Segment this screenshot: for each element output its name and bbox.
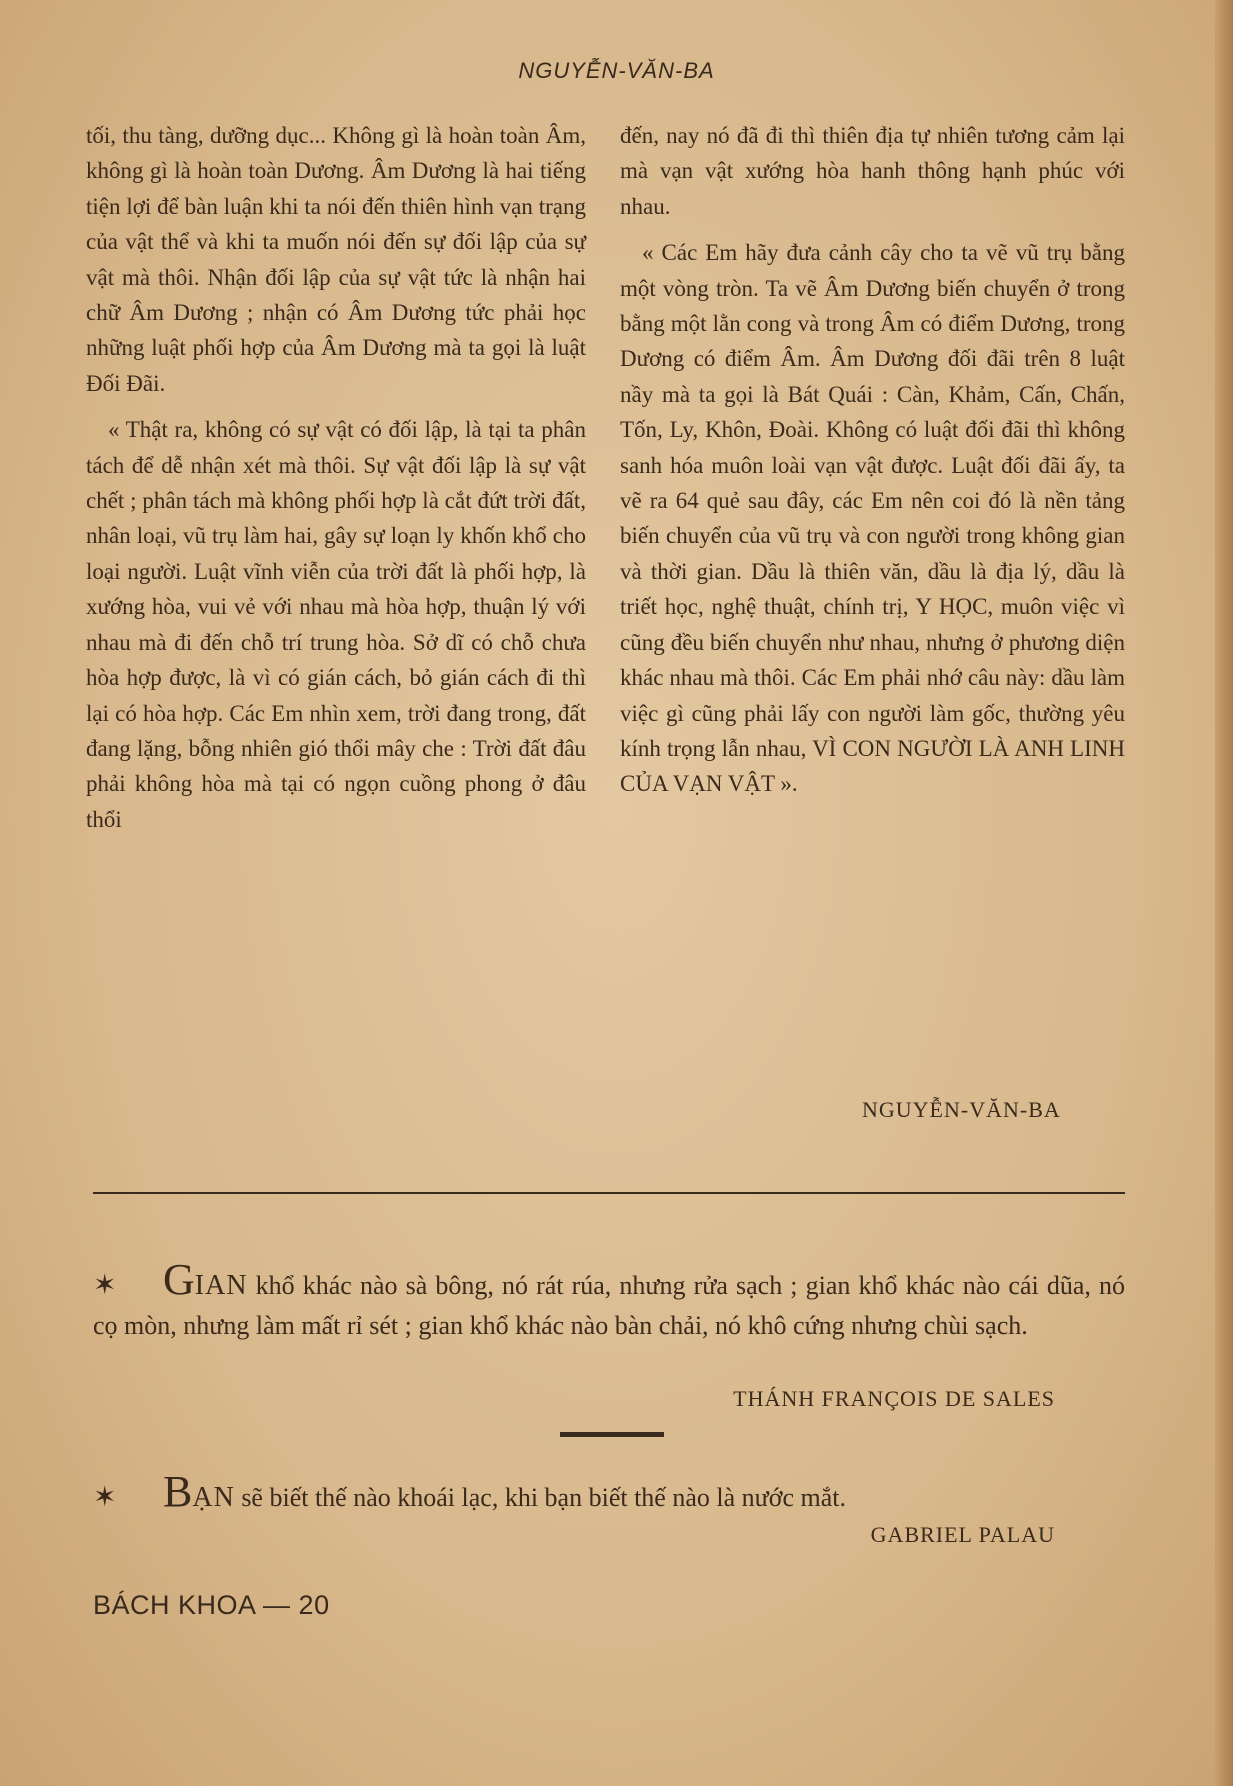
right-column bbox=[620, 118, 1125, 802]
quote-1-dropcap: G bbox=[163, 1255, 195, 1304]
quote-2-attribution: GABRIEL PALAU bbox=[870, 1522, 1055, 1547]
page-footer: BÁCH KHOA — 20 bbox=[93, 1590, 330, 1620]
page-edge-shadow bbox=[1215, 0, 1233, 1786]
section-divider bbox=[93, 1192, 1125, 1194]
quote-2-dropcap: B bbox=[163, 1467, 193, 1516]
quote-1-attribution: THÁNH FRANÇOIS DE SALES bbox=[733, 1386, 1055, 1411]
quote-2-text: sẽ biết thế nào khoái lạc, khi bạn biết thế nào là nước mắt. bbox=[234, 1483, 847, 1512]
quote-block-1 bbox=[93, 1255, 1125, 1346]
star-icon: ✶ bbox=[93, 1268, 117, 1301]
left-paragraph-2: « Thật ra, không có sự vật có đối lập, là tại ta phân tách để dễ nhận xét mà thôi. Sự vật đối lập là sự vật chết ; phân tách mà không phối hợp là cắt đứt trời đất, nhân loại, vũ trụ làm hai, gây sự loạn ly khốn khổ cho loại người. Luật vĩnh viễn của trời đất là phối hợp, là xướng hòa, vui vẻ với nhau mà hòa hợp, thuận lý với nhau mà đi đến chỗ trí trung hòa. Sở dĩ có chỗ chưa hòa hợp được, là vì có gián cách, bỏ gián cách đi thì lại có hòa hợp. Các Em nhìn xem, trời đang trong, đất đang lặng, bỗng nhiên gió thổi mây che : Trời đất đâu phải không hòa mà tại có ngọn cuồng phong ở đâu thổi bbox=[86, 417, 586, 832]
article-signature: NGUYỄN-VĂN-BA bbox=[862, 1097, 1061, 1122]
right-paragraph-2: « Các Em hãy đưa cảnh cây cho ta vẽ vũ trụ bằng một vòng tròn. Ta vẽ Âm Dương biến chuyển ở trong bằng một lằn cong và trong Âm có điểm Dương, trong Dương có điểm Âm. Âm Dương đối đãi trên 8 luật nầy mà ta gọi là Bát Quái : Càn, Khảm, Cấn, Chấn, Tốn, Ly, Khôn, Đoài. Không có luật đối đãi thì không sanh hóa muôn loài vạn vật được. Luật đối đãi ấy, ta vẽ ra 64 quẻ sau đây, các Em nên coi đó là nền tảng biến chuyển của vũ trụ và con người trong không gian và thời gian. Dầu là thiên văn, dầu là địa lý, dầu là triết học, nghệ thuật, chính trị, Y HỌC, muôn việc vì cũng đều biến chuyển như nhau, nhưng ở phương diện khác nhau mà thôi. Các Em phải nhớ câu này: dầu làm việc gì cũng phải lấy con người làm gốc, thường yêu kính trọng lẫn nhau, VÌ CON NGƯỜI LÀ ANH LINH CỦA VẠN VẬT ». bbox=[620, 240, 1125, 797]
quote-1-text: khổ khác nào sà bông, nó rát rúa, nhưng rửa sạch ; gian khổ khác nào cái dũa, nó cọ mòn, nhưng làm mất rỉ sét ; gian khổ khác nào bàn chải, nó khô cứng nhưng chùi sạch. bbox=[93, 1271, 1125, 1340]
running-head: NGUYỄN-VĂN-BA bbox=[518, 58, 715, 83]
left-column bbox=[86, 118, 586, 837]
star-icon: ✶ bbox=[93, 1480, 117, 1513]
short-divider bbox=[560, 1432, 664, 1437]
quote-1-lead: IAN bbox=[194, 1270, 248, 1301]
quote-2-lead: ẠN bbox=[192, 1482, 235, 1513]
right-paragraph-1: đến, nay nó đã đi thì thiên địa tự nhiên tương cảm lại mà vạn vật xướng hòa hanh thông hạnh phúc với nhau. bbox=[620, 123, 1125, 219]
quote-block-2 bbox=[93, 1467, 1125, 1518]
left-paragraph-1: tối, thu tàng, dưỡng dục... Không gì là hoàn toàn Âm, không gì là hoàn toàn Dương. Âm Dương là hai tiếng tiện lợi để bàn luận khi ta nói đến thiên hình vạn trạng của vật thể và khi ta muốn nói đến sự đối lập của sự vật mà thôi. Nhận đối lập của sự vật tức là nhận hai chữ Âm Dương ; nhận có Âm Dương tức phải học những luật phối hợp của Âm Dương mà ta gọi là luật Đối Đãi. bbox=[86, 123, 586, 396]
